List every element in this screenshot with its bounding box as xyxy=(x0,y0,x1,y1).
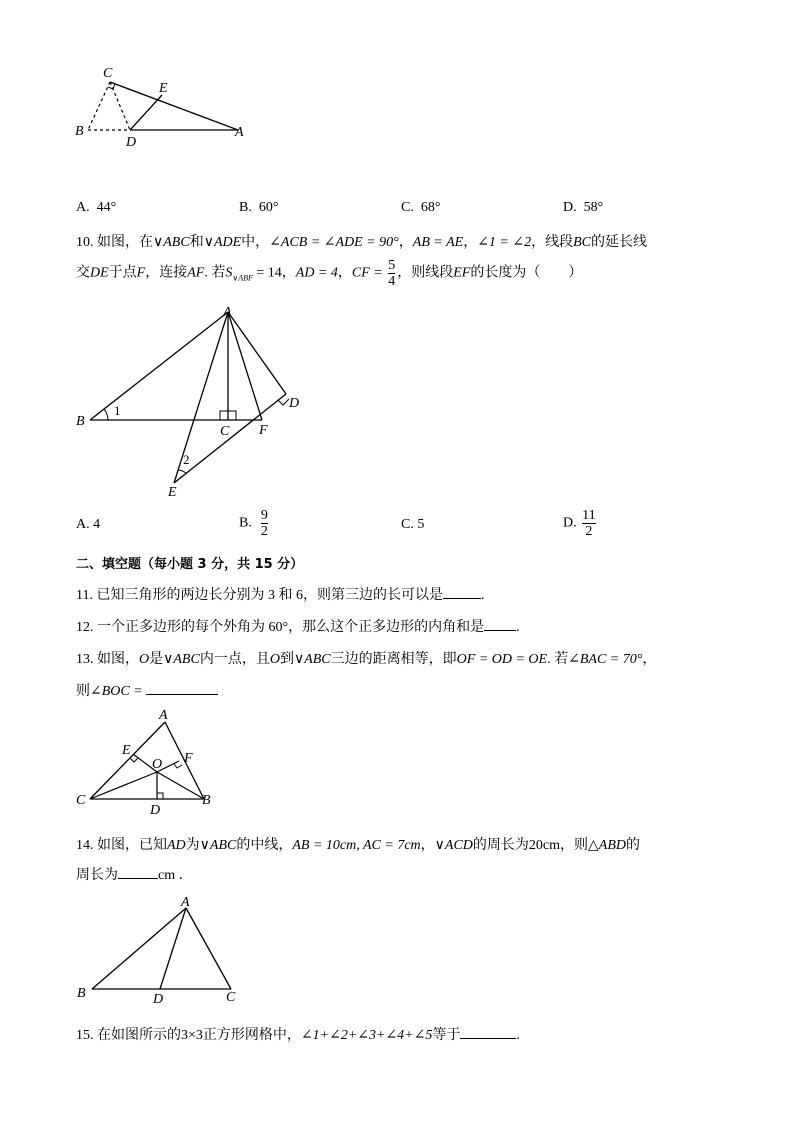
q10-option-a: A. 4 xyxy=(76,517,101,532)
q14-line-AC xyxy=(186,908,231,989)
q10-cf-fraction: $\frac{5}{4}$ xyxy=(388,258,396,289)
q9-label-A: A xyxy=(235,125,244,140)
q13-label-O: O xyxy=(152,757,163,772)
q9-option-d: D. 58° xyxy=(563,200,604,215)
section-title-fill-in: 二、填空题（每小题 3 分，共 15 分） xyxy=(76,557,304,572)
q14-label-C: C xyxy=(226,990,236,1005)
q9-option-b: B. 60° xyxy=(239,200,279,215)
q10-label-D: D xyxy=(289,396,300,411)
q15-answer-blank[interactable] xyxy=(460,1026,516,1039)
q9-line-CA xyxy=(110,82,238,130)
q14-line1: 14. 如图，已知AD为∨ABC的中线，AB = 10cm, AC = 7cm，∨ACD的周长为20cm，则△ABD的 xyxy=(76,838,641,853)
q10-line-AB xyxy=(90,312,228,420)
q9-label-D: D xyxy=(126,135,137,150)
q13-line2: 则∠BOC = xyxy=(76,680,218,700)
q10-label-B: B xyxy=(76,414,85,429)
q10-option-b: B. $\frac{9}{2}$ xyxy=(239,508,268,539)
q13-right-angle-E xyxy=(130,758,138,762)
q14-figure xyxy=(70,894,250,1006)
q13-label-C: C xyxy=(76,793,86,808)
q13-label-B: B xyxy=(202,793,211,808)
q13-line1: 13. 如图，O是∨ABC内一点，且O到∨ABC三边的距离相等，即OF = OD = OE. 若∠BAC = 70°， xyxy=(76,652,657,667)
q14-line2: 周长为 cm ． xyxy=(76,868,193,883)
q10-line-ED xyxy=(174,394,286,483)
q10-angle-2-arc xyxy=(178,470,186,473)
q13-answer-blank[interactable] xyxy=(146,682,218,695)
q10-label-C: C xyxy=(220,424,230,439)
q13-label-F: F xyxy=(184,751,193,766)
q10-option-c: C. 5 xyxy=(401,517,425,532)
q9-label-E: E xyxy=(159,81,168,96)
q14-line-AD xyxy=(160,908,186,989)
q10-line2: 交DE于点F，连接AF. 若$S_{\vee ABF} = 14$，AD = 4，CF = $\frac{5}{4}$ ，则线段EF的长度为（ ） xyxy=(76,258,583,289)
q13-right-angle-F xyxy=(174,764,182,768)
q14-answer-blank[interactable] xyxy=(118,866,158,879)
q9-figure xyxy=(70,62,260,154)
q10-label-E: E xyxy=(168,485,177,500)
q9-label-B: B xyxy=(75,124,84,139)
q13-label-D: D xyxy=(150,803,161,816)
q11-text: 11. 已知三角形的两边长分别为 3 和 6，则第三边的长可以是 . xyxy=(76,588,485,603)
q13-right-angle-D xyxy=(157,793,163,799)
q15-text: 15. 在如图所示的3×3正方形网格中，∠1+∠2+∠3+∠4+∠5等于 . xyxy=(76,1028,520,1043)
q14-line-AB xyxy=(92,908,186,989)
q9-option-c: C. 68° xyxy=(401,200,441,215)
q12-text: 12. 一个正多边形的每个外角为 60°，那么这个正多边形的内角和是 . xyxy=(76,620,520,635)
q13-figure xyxy=(70,706,230,816)
q14-label-B: B xyxy=(77,986,86,1001)
q10-label-F: F xyxy=(259,423,268,438)
q9-option-a: A. 44° xyxy=(76,200,117,215)
q14-label-A: A xyxy=(181,895,190,910)
q10-line1: 10. 如图，在∨ABC和∨ADE中，∠ACB = ∠ADE = 90°，AB = AE，∠1 = ∠2，线段BC的延长线 xyxy=(76,235,647,250)
q11-answer-blank[interactable] xyxy=(443,586,481,599)
q9-label-C: C xyxy=(103,66,113,81)
q10-right-angle-D xyxy=(278,399,289,405)
q10-label-angle-1: 1 xyxy=(114,403,121,418)
q10-label-angle-2: 2 xyxy=(183,452,190,467)
q10-angle-1-arc xyxy=(104,409,108,420)
q10-label-A: A xyxy=(223,305,232,320)
q13-label-A: A xyxy=(159,708,168,723)
q9-line-DE xyxy=(130,95,162,130)
q13-line-CO xyxy=(90,772,157,799)
q12-answer-blank[interactable] xyxy=(484,618,516,631)
q14-label-D: D xyxy=(153,992,164,1006)
q10-line-AF xyxy=(228,312,262,420)
q10-line-AD xyxy=(228,312,286,394)
q9-line-CB-dashed xyxy=(88,82,110,130)
q10-figure xyxy=(70,300,320,500)
q13-label-E: E xyxy=(122,743,131,758)
q10-option-d: D. $\frac{11}{2}$ xyxy=(563,508,596,539)
